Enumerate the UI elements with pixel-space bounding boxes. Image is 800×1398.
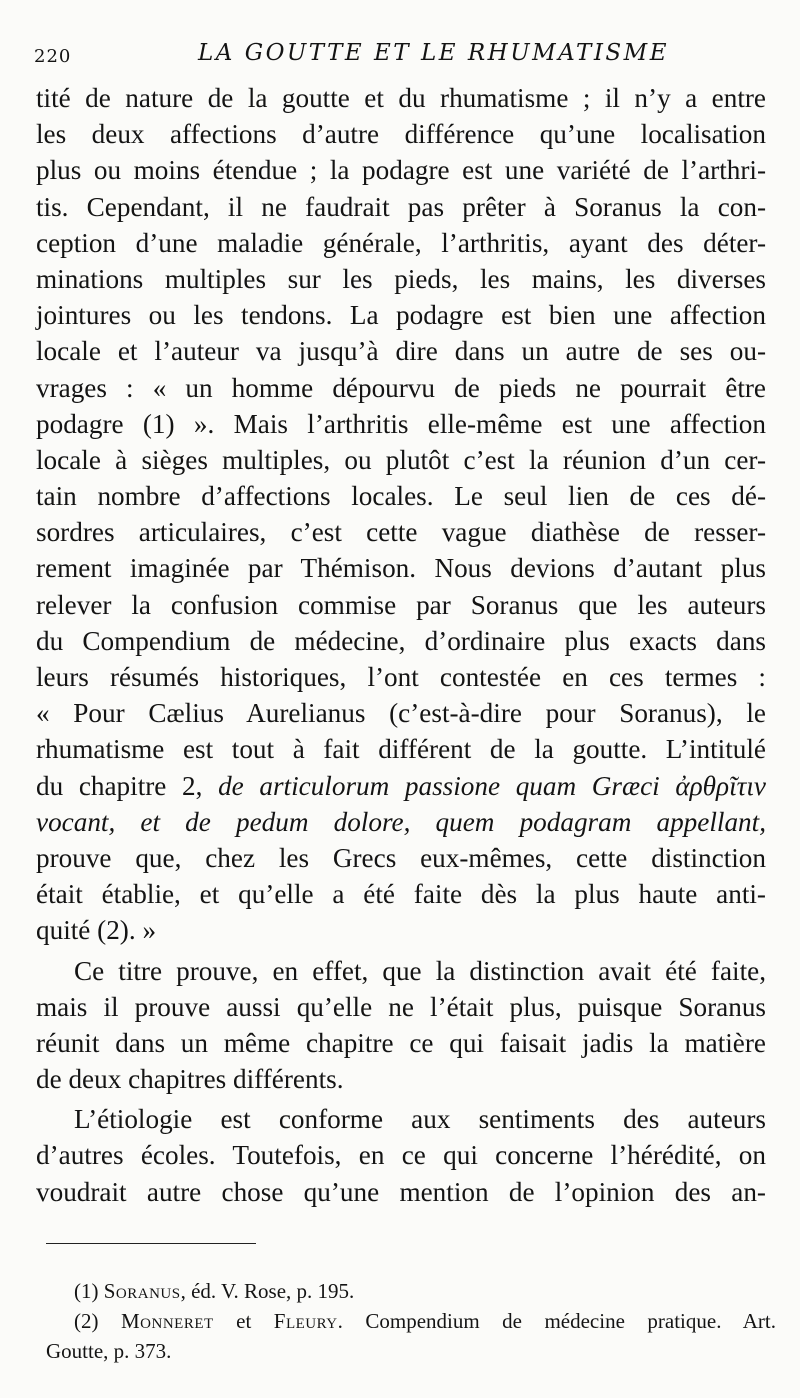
paragraph-3 [36,1101,766,1210]
text-line: ception d’une maladie générale, l’arthritis, ayant des déter- [36,227,766,258]
text-line: Ce titre prouve, en effet, que la distinction avait été faite, [74,955,766,986]
footnote-author: Soranus [103,1279,181,1303]
footnote-text: et [213,1309,274,1333]
paragraph-2 [36,953,766,1098]
text-line: vrages : « un homme dépourvu de pieds ne pourrait être [36,372,766,403]
text-line: relever la confusion commise par Soranus que les auteurs [36,589,766,620]
footnote-rule [46,1243,256,1244]
text-line: les deux affections d’autre différence qu’une localisation [36,119,766,150]
footnote-text: . Compendium de médecine pratique. Art. [337,1309,776,1333]
text-line: quité (2). » [36,915,157,946]
text-line: locale à sièges multiples, ou plutôt c’est la réunion d’un cer- [36,444,766,475]
body-text [36,80,766,1210]
text-line: rement imaginée par Thémison. Nous devions d’autant plus [36,553,766,584]
footnote-author: Fleury [273,1309,338,1333]
footnote-author: Monneret [120,1309,214,1333]
running-title: LA GOUTTE ET LE RHUMATISME [198,40,670,66]
text-line: réunit dans un même chapitre ce qui faisait jadis la matière [36,1027,766,1058]
text-line: rhumatisme est tout à fait différent de la goutte. L’intitulé [36,734,766,765]
text-line: leurs résumés historiques, l’ont contestée en ces termes : [36,662,766,692]
page-header [34,40,774,74]
text-fragment: du chapitre 2, [36,770,219,801]
text-line: tité de nature de la goutte et du rhumatisme ; il n’y a entre [36,83,766,113]
latin-title-fragment: de articulorum passione quam Græci ἀρθρῖτιν [218,770,766,801]
text-line: d’autres écoles. Toutefois, en ce qui concerne l’hérédité, on [36,1140,766,1171]
page-number: 220 [34,46,72,67]
footnotes [46,1276,776,1366]
text-line: du Compendium de médecine, d’ordinaire plus exacts dans [36,625,766,656]
text-line: mais il prouve aussi qu’elle ne l’était plus, puisque Soranus [36,991,766,1022]
text-line: prouve que, chez les Grecs eux-mêmes, cette distinction [36,842,766,873]
text-line: sordres articulaires, c’est cette vague diathèse de resser- [36,517,766,548]
text-line: locale et l’auteur va jusqu’à dire dans un autre de ses ou- [36,336,766,367]
text-line: voudrait autre chose qu’une mention de l’opinion des an- [36,1176,766,1207]
text-line: était établie, et qu’elle a été faite dès la plus haute anti- [36,879,766,910]
text-line: tis. Cependant, il ne faudrait pas prêter à Soranus la con- [36,191,766,222]
paragraph-1 [36,80,766,949]
text-line: de deux chapitres différents. [36,1064,344,1095]
footnote-marker: (1) [74,1279,99,1303]
footnote-2-continuation: Goutte, p. 373. [46,1339,172,1363]
footnote-text: , éd. V. Rose, p. 195. [180,1279,355,1303]
text-line: « Pour Cælius Aurelianus (c’est-à-dire pour Soranus), le [36,698,766,729]
footnote-marker: (2) [74,1309,99,1333]
latin-title-fragment: vocant, et de pedum dolore, quem podagram appellant, [36,806,766,837]
footnote-1 [46,1276,776,1306]
text-line: jointures ou les tendons. La podagre est bien une affection [36,300,766,331]
text-line: L’étiologie est conforme aux sentiments des auteurs [74,1104,766,1135]
text-line: podagre (1) ». Mais l’arthritis elle-même est une affection [36,408,766,439]
text-line: plus ou moins étendue ; la podagre est une variété de l’arthri- [36,155,766,186]
text-line: tain nombre d’affections locales. Le seul lien de ces dé- [36,481,766,512]
text-line-mixed [36,768,766,804]
footnote-2 [46,1306,776,1336]
text-line: minations multiples sur les pieds, les mains, les diverses [36,263,766,294]
